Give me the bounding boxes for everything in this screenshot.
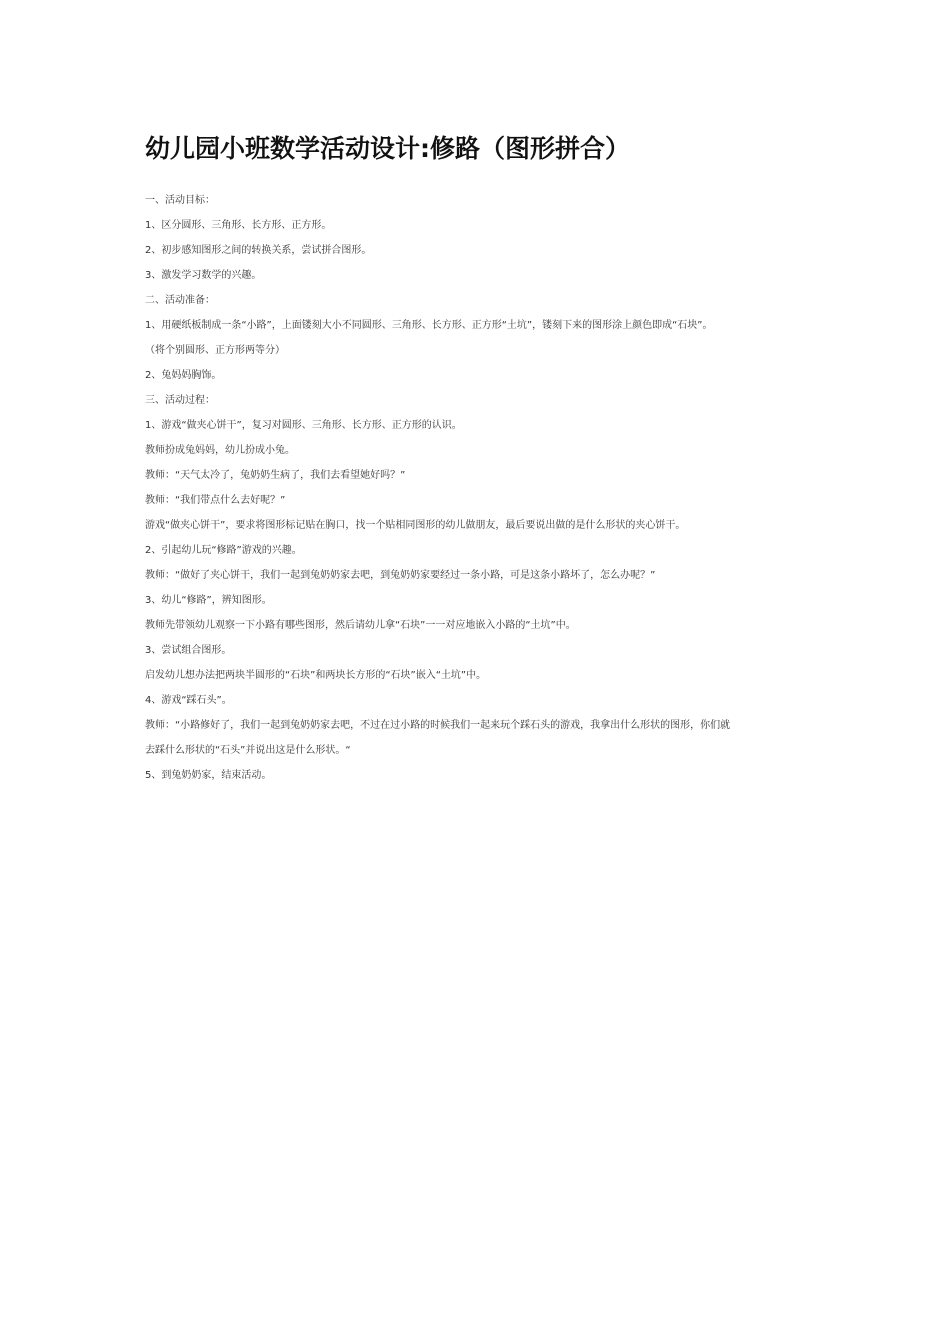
process-step-1: 1、游戏“做夹心饼干”，复习对圆形、三角形、长方形、正方形的认识。 — [145, 420, 462, 431]
goal-item-3: 3、激发学习数学的兴趣。 — [145, 270, 262, 281]
goal-item-2: 2、初步感知图形之间的转换关系，尝试拼合图形。 — [145, 245, 372, 256]
preparation-item-1-note: （将个别圆形、正方形两等分） — [145, 345, 285, 356]
process-text: 教师：“做好了夹心饼干，我们一起到兔奶奶家去吧，到兔奶奶家要经过一条小路，可是这条小路坏了，怎么办呢？” — [145, 570, 656, 581]
section-heading-preparation: 二、活动准备： — [145, 295, 215, 306]
section-heading-process: 三、活动过程： — [145, 395, 215, 406]
preparation-item-2: 2、兔妈妈胸饰。 — [145, 370, 222, 381]
process-text: 教师扮成兔妈妈，幼儿扮成小兔。 — [145, 445, 295, 456]
process-text: 启发幼儿想办法把两块半圆形的“石块”和两块长方形的“石块”嵌入“土坑”中。 — [145, 670, 487, 681]
document-body — [145, 194, 815, 794]
process-text: 教师：“我们带点什么去好呢？” — [145, 495, 286, 506]
preparation-item-1: 1、用硬纸板制成一条“小路”，上面镂刻大小不同圆形、三角形、长方形、正方形“土坑”，镂刻下来的图形涂上颜色即成“石块”。 — [145, 320, 713, 331]
document-title: 幼儿园小班数学活动设计:修路（图形拼合） — [145, 134, 630, 163]
process-step-4: 4、游戏“踩石头”。 — [145, 695, 232, 706]
process-text: 游戏“做夹心饼干”，要求将图形标记贴在胸口，找一个贴相同图形的幼儿做朋友，最后要说出做的是什么形状的夹心饼干。 — [145, 520, 686, 531]
process-text-continued: 去踩什么形状的“石头”并说出这是什么形状。“ — [145, 745, 351, 756]
process-text: 教师：“天气太冷了，兔奶奶生病了，我们去看望她好吗？” — [145, 470, 406, 481]
process-step-3b: 3、尝试组合图形。 — [145, 645, 232, 656]
process-step-2: 2、引起幼儿玩“修路”游戏的兴趣。 — [145, 545, 302, 556]
process-step-3: 3、幼儿“修路”，辨知图形。 — [145, 595, 272, 606]
section-heading-goals: 一、活动目标： — [145, 195, 215, 206]
process-text: 教师先带领幼儿观察一下小路有哪些图形，然后请幼儿拿“石块”一一对应地嵌入小路的“土坑”中。 — [145, 620, 576, 631]
process-text: 教师：“小路修好了，我们一起到兔奶奶家去吧，不过在过小路的时候我们一起来玩个踩石头的游戏，我拿出什么形状的图形，你们就 — [145, 720, 731, 731]
process-step-5: 5、到兔奶奶家，结束活动。 — [145, 770, 272, 781]
goal-item-1: 1、区分圆形、三角形、长方形、正方形。 — [145, 220, 332, 231]
